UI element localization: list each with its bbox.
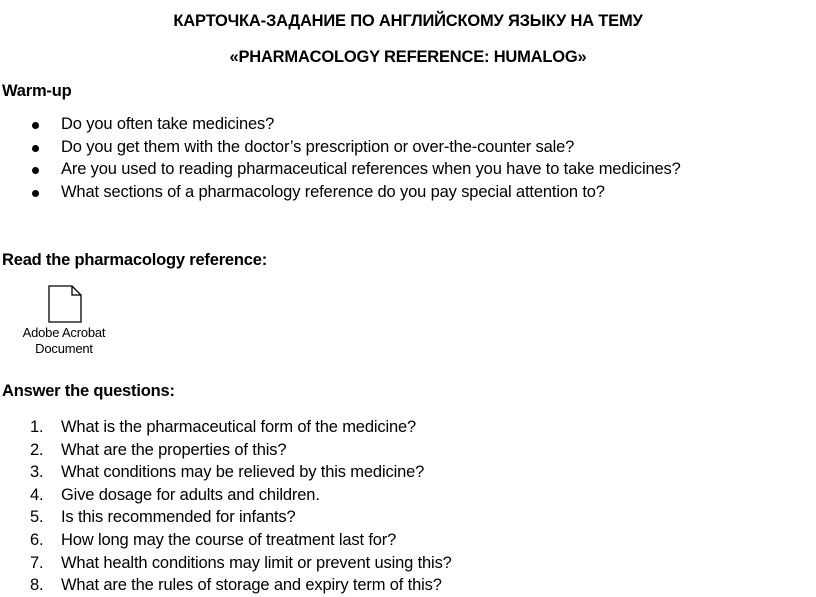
warmup-list [0,113,681,203]
question-number: 4. [30,485,44,504]
bullet-icon [32,190,39,197]
question-number: 7. [30,553,44,572]
warmup-question: Do you often take medicines? [61,115,275,133]
warmup-question: Are you used to reading pharmaceutical references when you have to take medicines? [61,160,681,179]
question-number: 5. [30,508,44,527]
list-item [0,439,452,462]
list-item [0,136,681,159]
question-text: What is the pharmaceutical form of the medicine? [61,418,417,436]
document-title-line-2: «PHARMACOLOGY REFERENCE: HUMALOG» [229,48,587,66]
list-item [0,181,681,204]
list-item [0,506,452,529]
question-text: What health conditions may limit or prevent using this? [61,553,452,572]
bullet-icon [32,145,39,152]
warmup-heading: Warm-up [2,82,72,100]
question-text: What are the properties of this? [61,440,287,459]
warmup-question: What sections of a pharmacology reference do you pay special attention to? [61,182,605,201]
attachment-label-line-1: Adobe Acrobat [22,325,106,340]
list-item [0,552,452,575]
question-text: How long may the course of treatment last for? [61,530,397,549]
bullet-icon [32,167,39,174]
list-item [0,574,452,597]
list-item [0,461,452,484]
question-number: 1. [30,418,44,436]
questions-heading: Answer the questions: [2,382,175,400]
question-number: 2. [30,440,44,459]
list-item [0,529,452,552]
attachment-label [12,325,116,357]
document-icon [48,285,82,323]
warmup-question: Do you get them with the doctor’s prescription or over-the-counter sale? [61,137,575,156]
question-number: 8. [30,576,44,595]
document-title-line-1: КАРТОЧКА-ЗАДАНИЕ ПО АНГЛИЙСКОМУ ЯЗЫКУ НА ТЕМУ [173,12,643,30]
list-item [0,416,452,439]
bullet-icon [32,122,39,129]
question-text: What are the rules of storage and expiry term of this? [61,576,442,595]
questions-list [0,416,452,597]
list-item [0,113,681,136]
attachment-label-line-2: Document [35,341,93,356]
question-text: Is this recommended for infants? [61,508,296,527]
embedded-pdf-attachment[interactable] [12,283,116,361]
read-heading: Read the pharmacology reference: [2,251,268,269]
list-item [0,158,681,181]
question-number: 6. [30,530,44,549]
question-text: Give dosage for adults and children. [61,485,320,504]
list-item [0,484,452,507]
question-text: What conditions may be relieved by this medicine? [61,463,425,482]
question-number: 3. [30,463,44,482]
